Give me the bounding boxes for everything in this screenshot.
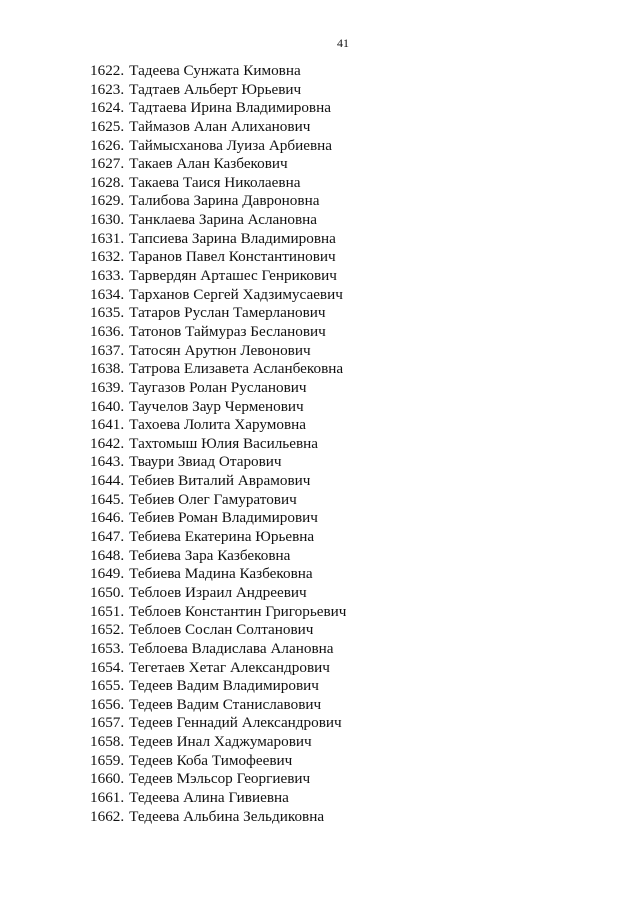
entry-name: Таймысханова Луиза Арбиевна	[129, 136, 333, 154]
list-item	[90, 659, 346, 678]
list-item	[90, 752, 346, 771]
entry-name: Талибова Зарина Давроновна	[129, 192, 320, 210]
entry-name: Тапсиева Зарина Владимировна	[129, 229, 336, 247]
entry-name: Танклаева Зарина Аслановна	[129, 211, 318, 229]
list-item	[90, 62, 346, 81]
entry-number: 1654.	[90, 658, 125, 676]
list-item	[90, 398, 346, 417]
entry-number: 1655.	[90, 677, 125, 695]
entry-number: 1639.	[90, 378, 125, 396]
entry-number: 1647.	[90, 528, 125, 546]
entry-name: Тедеев Геннадий Александрович	[129, 714, 342, 732]
entry-number: 1661.	[90, 788, 125, 806]
list-item	[90, 733, 346, 752]
entry-number: 1658.	[90, 733, 125, 751]
entry-number: 1638.	[90, 360, 125, 378]
entry-name: Тедеев Коба Тимофеевич	[129, 751, 293, 769]
entry-name: Таймазов Алан Алиханович	[129, 117, 311, 135]
list-item	[90, 435, 346, 454]
list-item	[90, 584, 346, 603]
entry-number: 1629.	[90, 192, 125, 210]
entry-number: 1632.	[90, 248, 125, 266]
entry-name: Тедеев Вадим Владимирович	[129, 677, 319, 695]
entry-number: 1628.	[90, 173, 125, 191]
entry-name: Тарханов Сергей Хадзимусаевич	[129, 285, 343, 303]
list-item	[90, 342, 346, 361]
list-item	[90, 640, 346, 659]
entry-name: Таугазов Ролан Русланович	[129, 378, 307, 396]
entry-name: Тарвердян Арташес Генрикович	[129, 267, 337, 285]
list-item	[90, 509, 346, 528]
entry-number: 1660.	[90, 770, 125, 788]
entry-name: Тадтаева Ирина Владимировна	[129, 99, 331, 117]
list-item	[90, 267, 346, 286]
entry-name: Тебиева Зара Казбековна	[129, 546, 291, 564]
list-item	[90, 286, 346, 305]
list-item	[90, 137, 346, 156]
entry-number: 1653.	[90, 639, 125, 657]
entry-name: Тегетаев Хетаг Александрович	[129, 658, 330, 676]
list-item	[90, 192, 346, 211]
entry-name: Такаев Алан Казбекович	[129, 155, 288, 173]
list-item	[90, 621, 346, 640]
entry-number: 1622.	[90, 62, 125, 79]
list-item	[90, 528, 346, 547]
entry-number: 1625.	[90, 117, 125, 135]
entry-number: 1656.	[90, 695, 125, 713]
list-item	[90, 230, 346, 249]
list-item	[90, 81, 346, 100]
entry-name: Тедеев Мэльсор Георгиевич	[129, 770, 311, 788]
list-item	[90, 565, 346, 584]
entry-name: Тедеев Вадим Станиславович	[129, 695, 322, 713]
entry-name: Татонов Таймураз Бесланович	[129, 322, 326, 340]
entry-number: 1643.	[90, 453, 125, 471]
entry-number: 1644.	[90, 472, 125, 490]
list-item	[90, 472, 346, 491]
entry-number: 1650.	[90, 583, 125, 601]
entry-name: Тедеева Альбина Зельдиковна	[129, 807, 325, 825]
list-item	[90, 603, 346, 622]
entry-name: Таранов Павел Константинович	[129, 248, 336, 266]
entry-number: 1623.	[90, 80, 125, 98]
entry-number: 1657.	[90, 714, 125, 732]
page-number: 41	[337, 36, 349, 50]
entry-name: Тебиев Виталий Аврамович	[129, 472, 311, 490]
list-item	[90, 118, 346, 137]
entry-name: Таучелов Заур Черменович	[129, 397, 304, 415]
entry-name: Тебиева Мадина Казбековна	[129, 565, 313, 583]
entry-name: Татаров Руслан Тамерланович	[129, 304, 326, 322]
entry-name: Татрова Елизавета Асланбековна	[129, 360, 344, 378]
entry-name: Теблоев Константин Григорьевич	[129, 602, 347, 620]
entry-name: Теблоев Израил Андреевич	[129, 583, 307, 601]
list-item	[90, 714, 346, 733]
entry-name: Теблоев Сослан Солтанович	[129, 621, 314, 639]
entry-name: Тедеев Инал Хаджумарович	[129, 733, 312, 751]
entry-number: 1626.	[90, 136, 125, 154]
entry-number: 1659.	[90, 751, 125, 769]
list-item	[90, 155, 346, 174]
list-item	[90, 677, 346, 696]
entry-name: Такаева Таися Николаевна	[129, 173, 301, 191]
entry-number: 1634.	[90, 285, 125, 303]
entry-number: 1645.	[90, 490, 125, 508]
entry-name: Тебиев Роман Владимирович	[129, 509, 318, 527]
entry-name: Татосян Арутюн Левонович	[129, 341, 311, 359]
list-item	[90, 174, 346, 193]
list-item	[90, 453, 346, 472]
entry-number: 1649.	[90, 565, 125, 583]
entry-number: 1635.	[90, 304, 125, 322]
entry-number: 1631.	[90, 229, 125, 247]
list-item	[90, 808, 346, 827]
entry-name: Теблоева Владислава Алановна	[129, 639, 334, 657]
list-item	[90, 789, 346, 808]
entry-number: 1624.	[90, 99, 125, 117]
entry-number: 1627.	[90, 155, 125, 173]
list-item	[90, 547, 346, 566]
list-item	[90, 696, 346, 715]
entry-name: Тедеева Алина Гивиевна	[129, 788, 289, 806]
entry-number: 1651.	[90, 602, 125, 620]
list-item	[90, 304, 346, 323]
entry-number: 1633.	[90, 267, 125, 285]
list-item	[90, 323, 346, 342]
entry-name: Тадеева Сунжата Кимовна	[129, 62, 301, 79]
entry-name: Тебиева Екатерина Юрьевна	[129, 528, 315, 546]
entry-number: 1646.	[90, 509, 125, 527]
list-item	[90, 379, 346, 398]
list-item	[90, 211, 346, 230]
name-list	[90, 62, 346, 826]
entry-number: 1640.	[90, 397, 125, 415]
list-item	[90, 416, 346, 435]
entry-name: Тахтомыш Юлия Васильевна	[129, 434, 318, 452]
list-item	[90, 99, 346, 118]
entry-name: Тебиев Олег Гамуратович	[129, 490, 297, 508]
entry-number: 1642.	[90, 434, 125, 452]
list-item	[90, 491, 346, 510]
entry-name: Тадтаев Альберт Юрьевич	[129, 80, 302, 98]
list-item	[90, 360, 346, 379]
list-item	[90, 248, 346, 267]
entry-number: 1662.	[90, 807, 125, 825]
entry-name: Тваури Звиад Отарович	[129, 453, 282, 471]
entry-number: 1637.	[90, 341, 125, 359]
entry-number: 1641.	[90, 416, 125, 434]
entry-name: Тахоева Лолита Харумовна	[129, 416, 306, 434]
entry-number: 1648.	[90, 546, 125, 564]
entry-number: 1636.	[90, 322, 125, 340]
entry-number: 1652.	[90, 621, 125, 639]
list-item	[90, 770, 346, 789]
entry-number: 1630.	[90, 211, 125, 229]
